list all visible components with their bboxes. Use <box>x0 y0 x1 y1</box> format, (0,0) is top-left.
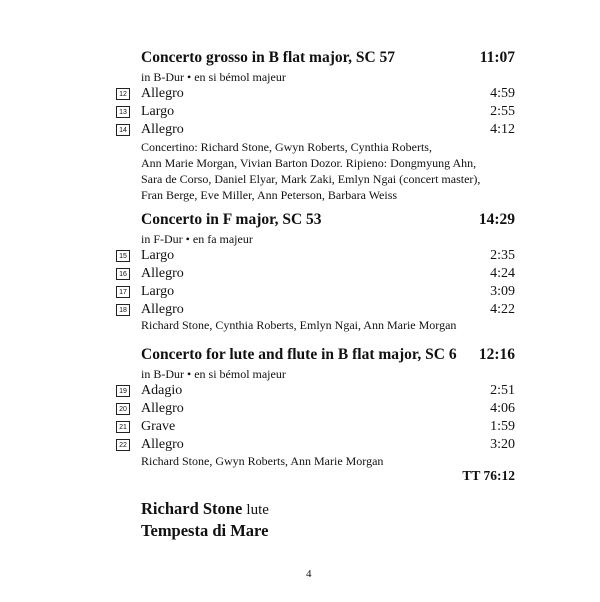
track-number-box: 12 <box>116 88 130 100</box>
track-duration: 4:24 <box>490 266 515 281</box>
track-duration: 2:55 <box>490 104 515 119</box>
movement-name: Allegro <box>141 302 184 317</box>
track-row[interactable] <box>116 122 515 140</box>
movement-name: Largo <box>141 248 175 263</box>
track-duration: 1:59 <box>490 419 515 434</box>
track-row[interactable] <box>116 383 515 401</box>
performer-credits <box>141 317 491 333</box>
track-row[interactable] <box>116 104 515 122</box>
performer-name: Richard Stone <box>141 499 243 518</box>
track-duration: 4:12 <box>490 122 515 137</box>
work-key: in B-Dur • en si bémol majeur <box>141 70 286 84</box>
credit-line: Fran Berge, Eve Miller, Ann Peterson, Barbara Weiss <box>141 188 398 202</box>
performer-ensemble <box>141 521 268 541</box>
track-row[interactable] <box>116 401 515 419</box>
credit-line: Ann Marie Morgan, Vivian Barton Dozor. Ripieno: Dongmyung Ahn, <box>141 156 477 170</box>
track-row[interactable] <box>116 284 515 302</box>
track-number-box: 17 <box>116 286 130 298</box>
track-duration: 2:51 <box>490 383 515 398</box>
track-number-box: 14 <box>116 124 130 136</box>
track-number-box: 13 <box>116 106 130 118</box>
track-duration: 4:59 <box>490 86 515 101</box>
performer-role: lute <box>246 502 269 518</box>
work-key: in F-Dur • en fa majeur <box>141 232 253 246</box>
track-number-box: 19 <box>116 385 130 397</box>
performer-credits <box>141 453 491 469</box>
credit-line: Richard Stone, Gwyn Roberts, Ann Marie Morgan <box>141 454 384 468</box>
track-duration: 3:20 <box>490 437 515 452</box>
credit-line: Richard Stone, Cynthia Roberts, Emlyn Ngai, Ann Marie Morgan <box>141 318 457 332</box>
track-duration: 3:09 <box>490 284 515 299</box>
movement-name: Allegro <box>141 437 184 452</box>
total-time: TT 76:12 <box>462 468 515 483</box>
work-title-row <box>141 346 515 366</box>
credit-line: Concertino: Richard Stone, Gwyn Roberts, Cynthia Roberts, <box>141 140 432 154</box>
work-duration: 11:07 <box>479 49 515 66</box>
movement-name: Adagio <box>141 383 183 398</box>
track-number-box: 21 <box>116 421 130 433</box>
track-number-box: 18 <box>116 304 130 316</box>
movement-name: Allegro <box>141 266 184 281</box>
movement-name: Allegro <box>141 122 184 137</box>
movement-name: Allegro <box>141 86 184 101</box>
work-duration: 12:16 <box>478 346 515 363</box>
track-duration: 4:06 <box>490 401 515 416</box>
performer-credits <box>141 139 491 203</box>
track-duration: 4:22 <box>490 302 515 317</box>
movement-name: Largo <box>141 284 175 299</box>
track-number-box: 22 <box>116 439 130 451</box>
movement-name: Allegro <box>141 401 184 416</box>
work-key: in B-Dur • en si bémol majeur <box>141 367 286 381</box>
track-number-box: 16 <box>116 268 130 280</box>
track-row[interactable] <box>116 248 515 266</box>
work-duration: 14:29 <box>478 211 515 228</box>
work-title-row <box>141 211 515 231</box>
work-title: Concerto in F major, SC 53 <box>141 211 322 228</box>
performer-name: Tempesta di Mare <box>141 521 269 540</box>
track-row[interactable] <box>116 419 515 437</box>
performer-soloist <box>141 499 269 519</box>
work-title: Concerto grosso in B flat major, SC 57 <box>141 49 396 66</box>
track-number-box: 20 <box>116 403 130 415</box>
credit-line: Sara de Corso, Daniel Elyar, Mark Zaki, Emlyn Ngai (concert master), <box>141 172 481 186</box>
work-title-row <box>141 49 515 69</box>
track-row[interactable] <box>116 86 515 104</box>
page-number: 4 <box>306 568 312 580</box>
work-title: Concerto for lute and flute in B flat major, SC 6 <box>141 346 457 363</box>
movement-name: Grave <box>141 419 176 434</box>
track-duration: 2:35 <box>490 248 515 263</box>
track-number-box: 15 <box>116 250 130 262</box>
movement-name: Largo <box>141 104 175 119</box>
track-row[interactable] <box>116 266 515 284</box>
